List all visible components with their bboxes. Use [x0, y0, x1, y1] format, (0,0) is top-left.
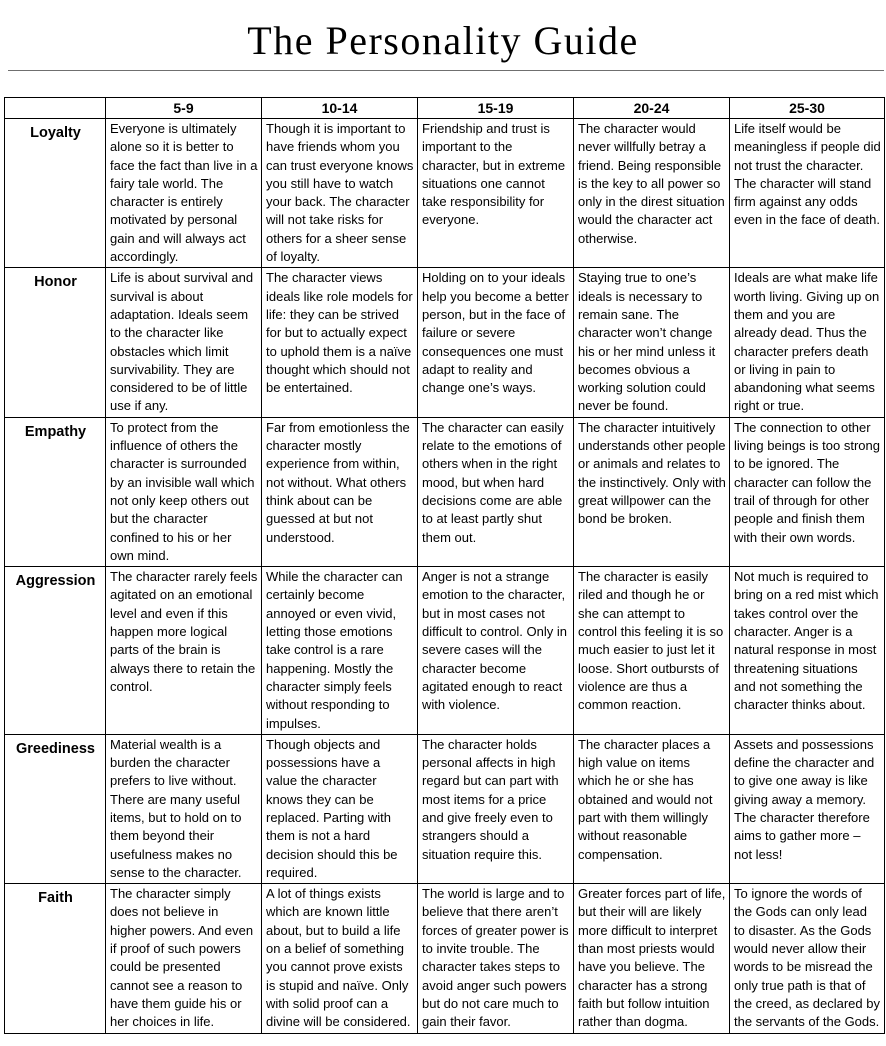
- page-title: The Personality Guide: [247, 18, 639, 63]
- header-age-5-9: 5-9: [106, 98, 262, 119]
- table-cell: The character is easily riled and though he or she can attempt to control this feeling it is so much easier to just let it loose. Short outbursts of violence are thus a common reaction.: [574, 567, 730, 735]
- table-cell: A lot of things exists which are known little about, but to build a life on a belief of something you cannot prove exists is stupid and naïve. Only with solid proof can a divine will be considered.: [262, 884, 418, 1033]
- trait-label: Loyalty: [5, 119, 106, 268]
- table-cell: Staying true to one’s ideals is necessary to remain sane. The character won’t change his or her mind unless it becomes obvious a working solution could never be found.: [574, 268, 730, 417]
- table-cell: Assets and possessions define the character and to give one away is like giving away a memory. The character therefore aims to gather more – not less!: [730, 734, 885, 883]
- table-cell: The character can easily relate to the emotions of others when in the right mood, but when hard decisions come are able to at least partly shut them out.: [418, 417, 574, 566]
- table-cell: The character rarely feels agitated on an emotional level and even if this happen more logical parts of the brain is always there to retain the control.: [106, 567, 262, 735]
- table-cell: Life itself would be meaningless if people did not trust the character. The character will stand firm against any odds even in the face of death.: [730, 119, 885, 268]
- table-cell: Everyone is ultimately alone so it is better to face the fact than live in a fairy tale world. The character is entirely motivated by personal gain and will always act accordingly.: [106, 119, 262, 268]
- table-cell: The character views ideals like role models for life: they can be strived for but to actually expect to uphold them is a naïve thought which should not be entertained.: [262, 268, 418, 417]
- table-cell: The connection to other living beings is too strong to be ignored. The character can follow the trail of through for other people and finish them with their own words.: [730, 417, 885, 566]
- header-age-25-30: 25-30: [730, 98, 885, 119]
- table-cell: The character simply does not believe in higher powers. And even if proof of such powers could be presented cannot see a reason to have them guide his or her choices in life.: [106, 884, 262, 1033]
- table-cell: Though it is important to have friends whom you can trust everyone knows you still have to watch your back. The character will not take risks for others for a sheer sense of loyalty.: [262, 119, 418, 268]
- title-divider: [8, 70, 884, 71]
- table-cell: Ideals are what make life worth living. Giving up on them and you are already dead. Thus the character prefers death or living in pain to abandoning what seems right or true.: [730, 268, 885, 417]
- header-age-10-14: 10-14: [262, 98, 418, 119]
- header-row: [5, 98, 885, 119]
- table-row-faith: [5, 884, 885, 1033]
- header-corner-cell: [5, 98, 106, 119]
- table-cell: The character intuitively understands other people or animals and relates to the instinctively. Only with great willpower can the bond be broken.: [574, 417, 730, 566]
- personality-table: [4, 97, 885, 1034]
- table-cell: Though objects and possessions have a value the character knows they can be replaced. Parting with them is not a hard decision should this be required.: [262, 734, 418, 883]
- trait-label: Faith: [5, 884, 106, 1033]
- table-row-aggression: [5, 567, 885, 735]
- trait-label: Aggression: [5, 567, 106, 735]
- table-row-empathy: [5, 417, 885, 566]
- table-header: [5, 98, 885, 119]
- table-cell: Far from emotionless the character mostly experience from within, not without. What others think about can be guessed at but not understood.: [262, 417, 418, 566]
- trait-label: Honor: [5, 268, 106, 417]
- table-cell: Greater forces part of life, but their will are likely more difficult to interpret than most priests would have you believe. The character has a strong faith but follow intuition rather than dogma.: [574, 884, 730, 1033]
- table-cell: The character places a high value on items which he or she has obtained and would not part with them willingly without reasonable compensation.: [574, 734, 730, 883]
- table-cell: To ignore the words of the Gods can only lead to disaster. As the Gods would never allow their words to be misread the only true path is that of the creed, as declared by the servants of the Gods.: [730, 884, 885, 1033]
- table-cell: Holding on to your ideals help you become a better person, but in the face of failure or severe consequences one must adapt to reality and change one’s ways.: [418, 268, 574, 417]
- header-age-20-24: 20-24: [574, 98, 730, 119]
- table-cell: Material wealth is a burden the character prefers to live without. There are many useful items, but to hold on to them beyond their usefulness makes no sense to the character.: [106, 734, 262, 883]
- table-row-greediness: [5, 734, 885, 883]
- table-cell: The character holds personal affects in high regard but can part with most items for a price and give freely even to strangers should a situation require this.: [418, 734, 574, 883]
- table-cell: Anger is not a strange emotion to the character, but in most cases not difficult to control. Only in severe cases will the character become agitated enough to react with violence.: [418, 567, 574, 735]
- trait-label: Empathy: [5, 417, 106, 566]
- table-body: [5, 119, 885, 1034]
- table-cell: Not much is required to bring on a red mist which takes control over the character. Anger is a natural response in most threatening situations and not something the character thinks about.: [730, 567, 885, 735]
- table-row-honor: [5, 268, 885, 417]
- table-cell: While the character can certainly become annoyed or even vivid, letting those emotions take control is a rare happening. Mostly the character simply feels without responding to impulses.: [262, 567, 418, 735]
- table-cell: Friendship and trust is important to the character, but in extreme situations one cannot take responsibility for everyone.: [418, 119, 574, 268]
- table-row-loyalty: [5, 119, 885, 268]
- header-age-15-19: 15-19: [418, 98, 574, 119]
- table-cell: The world is large and to believe that there aren’t forces of greater power is to invite trouble. The character takes steps to avoid anger such powers but do not care much to gain their favor.: [418, 884, 574, 1033]
- table-cell: The character would never willfully betray a friend. Being responsible is the key to all power so only in the direst situation would the character act otherwise.: [574, 119, 730, 268]
- trait-label: Greediness: [5, 734, 106, 883]
- table-cell: To protect from the influence of others the character is surrounded by an invisible wall which not only keep others out but the character confined to his or her own mind.: [106, 417, 262, 566]
- table-cell: Life is about survival and survival is about adaptation. Ideals seem to the character like obstacles which limit survivability. They are considered to be of little use if any.: [106, 268, 262, 417]
